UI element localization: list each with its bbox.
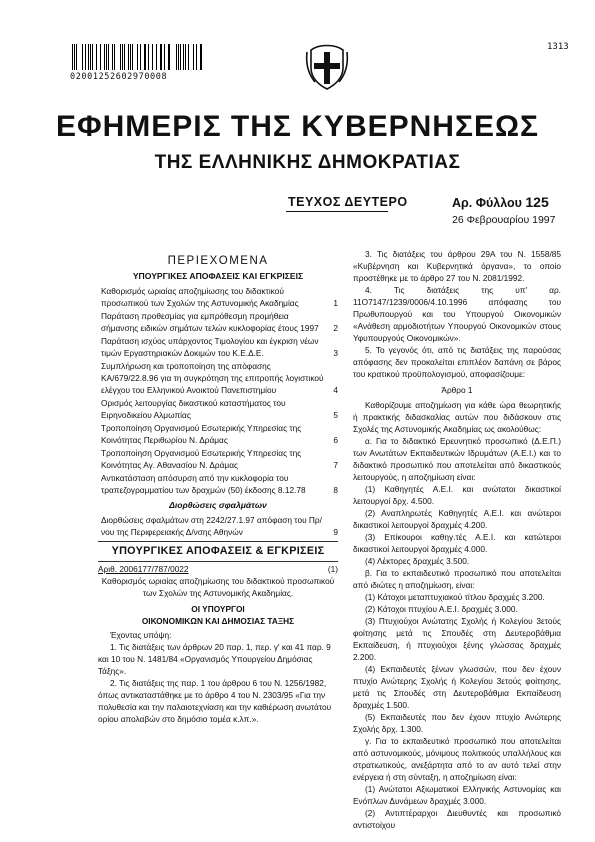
clause-c-1: (1) Ανώτατοι Αξιωματικοί Ελληνικής Αστυνομίας και Ενόπλων Δυνάμεων δραχμές 3.000. bbox=[353, 784, 561, 806]
toc-item-page: 8 bbox=[333, 485, 338, 495]
decisions-heading: ΥΠΟΥΡΓΙΚΕΣ ΑΠΟΦΑΣΕΙΣ & ΕΓΚΡΙΣΕΙΣ bbox=[111, 545, 325, 557]
masthead-title: ΕΦΗΜΕΡΙΣ ΤΗΣ ΚΥΒΕΡΝΗΣΕΩΣ bbox=[55, 110, 540, 143]
paragraph-1: 1. Τις διατάξεις των άρθρων 20 παρ. 1, περ. γ' και 41 παρ. 9 και 10 του Ν. 1481/84 «Οργανισμός Υπουργείου Δημόσιας Τάξης». bbox=[98, 642, 331, 676]
paragraph-3: 3. Τις διατάξεις του άρθρου 29Α του Ν. 1558/85 «Κυβέρνηση και Κυβερνητικά όργανα», το οποίο προστέθηκε με το άρθρο 27 του Ν. 2081/1992. bbox=[353, 249, 561, 283]
barcode-bar bbox=[160, 44, 161, 70]
decision-reference-row bbox=[98, 561, 338, 575]
right-column bbox=[353, 248, 561, 831]
clause-c: γ. Για το εκπαιδευτικό προσωπικό που αποτελείται από αστυνομικούς, μόνιμους πολιτικούς υπαλλήλους και στρατιωτικούς, ανεξάρτητα από το αν αυτό τελεί στην ενέργεια ή στη σύνταξη, η αποζημίωση είναι: bbox=[353, 736, 561, 782]
barcode-bar bbox=[116, 44, 117, 70]
toc-item-page: 2 bbox=[333, 323, 338, 333]
toc-item-page: 4 bbox=[333, 385, 338, 395]
decision-reference-number: (1) bbox=[327, 564, 338, 574]
toc-item bbox=[98, 447, 338, 471]
clause-a-2: (2) Αναπληρωτές Καθηγητές Α.Ε.Ι. και ανώτεροι δικαστικοί λειτουργοί δραχμές 4.200. bbox=[353, 508, 561, 530]
toc-list bbox=[98, 285, 338, 496]
sheet-label: Αρ. Φύλλου bbox=[452, 196, 522, 210]
barcode-bar bbox=[96, 44, 97, 70]
toc-item-page: 7 bbox=[333, 460, 338, 470]
toc-item-page: 5 bbox=[333, 410, 338, 420]
toc-heading-corrections: Διορθώσεις σφαλμάτων bbox=[169, 500, 267, 510]
toc-item bbox=[98, 285, 338, 309]
barcode-bar bbox=[82, 44, 83, 70]
barcode-bar bbox=[80, 44, 81, 70]
clause-c-2: (2) Αντιπτέραρχοι Διευθυντές και προσωπικό αντιστοίχου bbox=[353, 808, 561, 830]
clause-a-1: (1) Καθηγητές Α.Ε.Ι. και ανώτατοι δικαστικοί λειτουργοί δρχ. 4.500. bbox=[353, 484, 561, 506]
coat-of-arms-icon bbox=[305, 42, 349, 92]
toc-item bbox=[98, 397, 338, 421]
barcode-number: 02001252602970008 bbox=[70, 72, 168, 82]
toc-item-text: Τροποποίηση Οργανισμού Εσωτερικής Υπηρεσίας της Κοινότητας Περιθωρίου Ν. Δράμας bbox=[101, 423, 302, 445]
barcode-bar bbox=[183, 44, 184, 70]
paragraph-4: 4. Τις διατάξεις της υπ' αρ. 11Ο7147/1239/0006/4.10.1996 απόφασης του Πρωθυπουργού και του Υπουργού Οικονομικών «Ανάθεση αρμοδιοτήτων Υπουργού Οικονομικών στους Υφυπουργούς Οικονομικών». bbox=[353, 285, 561, 343]
clause-b-3: (3) Πτυχιούχοι Ανώτατης Σχολής ή Κολεγίου 3ετούς φοίτησης μετά τις Σπουδές στη Δευτεροβάθμια Εκπαίδευση, ή πτυχιούχοι ξένης γλώσσας δραχμές 2.200. bbox=[353, 616, 561, 662]
issue-label: ΤΕΥΧΟΣ ΔΕΥΤΕΡΟ bbox=[288, 195, 408, 209]
ministers-line-1: ΟΙ ΥΠΟΥΡΓΟΙ bbox=[191, 604, 245, 614]
article-heading: Άρθρο 1 bbox=[441, 385, 473, 395]
barcode-bar bbox=[124, 44, 125, 70]
barcode-bar bbox=[120, 44, 121, 70]
ministers-line-2: ΟΙΚΟΝΟΜΙΚΩΝ ΚΑΙ ΔΗΜΟΣΙΑΣ ΤΑΞΗΣ bbox=[141, 616, 295, 626]
toc-heading-decisions: ΥΠΟΥΡΓΙΚΕΣ ΑΠΟΦΑΣΕΙΣ ΚΑΙ ΕΓΚΡΙΣΕΙΣ bbox=[132, 271, 304, 281]
clause-b-4: (4) Εκπαιδευτές ξένων γλωσσών, που δεν έχουν πτυχίο Ανώτερης Σχολής ή Κολεγίου 3ετούς φοίτησης, μετά τις Σπουδές στη Δευτεροβάθμια Εκπαίδευση δραχμές 1.500. bbox=[353, 664, 561, 710]
clause-b-2: (2) Κάτοχοι πτυχίου Α.Ε.Ι. δραχμές 3.000. bbox=[365, 604, 518, 614]
barcode-bar bbox=[132, 44, 133, 70]
barcode bbox=[72, 44, 204, 70]
toc-item-text: Τροποποίηση Οργανισμού Εσωτερικής Υπηρεσίας της Κοινότητας Αγ. Αθανασίου Ν. Δράμας bbox=[101, 448, 302, 470]
decision-subject: Καθορισμός ωριαίας αποζημίωσης του διδακτικού προσωπικού των Σχολών της Αστυνομικής Ακαδημίας. bbox=[101, 576, 335, 598]
barcode-bar bbox=[92, 44, 93, 70]
toc-item-text: Παράταση προθεσμίας για εμπρόθεσμη προμήθεια σήμανσης ειδικών σημάτων τελών κυκλοφορίας έτους 1997 bbox=[101, 311, 319, 333]
sheet-number bbox=[452, 194, 549, 210]
clause-a: α. Για το διδακτικό Ερευνητικό προσωπικό (Δ.Ε.Π.) των Ανωτάτων Εκπαιδευτικών Ιδρυμάτων (Α.Ε.Ι.) και το διδακτικό προσωπικό που αποτελείται από δικαστικούς λειτουργούς, η αποζημίωση είναι: bbox=[353, 436, 561, 482]
paragraph-intro: Έχοντας υπόψη: bbox=[110, 630, 172, 640]
clause-b-5: (5) Εκπαιδευτές που δεν έχουν πτυχίο Ανώτερης Σχολής δρχ. 1.300. bbox=[353, 712, 561, 734]
toc-item bbox=[98, 310, 338, 334]
barcode-bar bbox=[108, 44, 109, 70]
article-1-text: Καθορίζουμε αποζημίωση για κάθε ώρα θεωρητικής ή πρακτικής διδασκαλίας αυτών που διδάσκουν στις Σχολές της Αστυνομικής Ακαδημίας ως ακολούθως: bbox=[353, 400, 561, 434]
barcode-bar bbox=[72, 44, 73, 70]
barcode-bar bbox=[100, 44, 101, 70]
toc-item bbox=[98, 422, 338, 446]
issue-underline bbox=[286, 211, 388, 212]
toc-item bbox=[98, 514, 338, 538]
toc-item-page: 1 bbox=[333, 298, 338, 308]
toc-item-text: Διορθώσεις σφαλμάτων στη 2242/27.1.97 απόφαση του Πρ/νου της Περιφερειακής Δ/νσης Αθηνών bbox=[101, 515, 322, 537]
toc-item-page: 6 bbox=[333, 435, 338, 445]
toc-item-text: Συμπλήρωση και τροποποίηση της απόφασης ΚΑ/679/22.8.96 για τη συγκρότηση της επιτροπής λογιστικού ελέγχου του Ελληνικού Ανοικτού Πανεπιστημίου bbox=[101, 361, 324, 395]
barcode-bar bbox=[172, 44, 173, 70]
ministers-heading bbox=[98, 603, 338, 627]
paragraph-5: 5. Το γεγονός ότι, από τις διατάξεις της παρούσας απόφασης δεν προκαλείται επιπλέον δαπάνη σε βάρος του κρατικού προϋπολογισμού, αποφασίζουμε: bbox=[353, 345, 561, 379]
sheet-number-value: 125 bbox=[525, 194, 549, 210]
barcode-bar bbox=[164, 44, 165, 70]
toc-item-page: 9 bbox=[333, 527, 338, 537]
toc-title: ΠΕΡΙΕΧΟΜΕΝΑ bbox=[167, 255, 269, 267]
page-number: 1313 bbox=[547, 42, 569, 52]
left-column bbox=[98, 255, 338, 725]
barcode-bar bbox=[137, 44, 138, 70]
clause-b-1: (1) Κάτοχοι μεταπτυχιακού τίτλου δραχμές 3.200. bbox=[365, 592, 545, 602]
toc-list-corrections bbox=[98, 514, 338, 538]
toc-item-page: 3 bbox=[333, 348, 338, 358]
barcode-bar bbox=[201, 44, 202, 70]
decision-reference: Αριθ. 2006177/787/0022 bbox=[98, 564, 189, 574]
divider bbox=[98, 541, 338, 542]
toc-item-text: Αντικατάσταση απόσυρση από την κυκλοφορία του τραπεζογραμματίου των δραχμών (50) έκδοσης 8.12.78 bbox=[101, 473, 306, 495]
barcode-bar bbox=[145, 44, 146, 70]
toc-item-text: Καθορισμός ωριαίας αποζημίωσης του διδακτικού προσωπικού των Σχολών της Αστυνομικής Ακαδημίας bbox=[101, 286, 299, 308]
clause-b: β. Για το εκπαιδευτικό προσωπικό που αποτελείται από ιδιώτες η αποζημίωση, είναι: bbox=[353, 568, 561, 590]
toc-item-text: Παράταση ισχύος υπάρχοντος Τιμολογίου και έγκριση νέων τιμών Εργαστηριακών Δοκιμών του Κ.Ε.Δ.Ε. bbox=[101, 336, 319, 358]
barcode-bar bbox=[152, 44, 153, 70]
toc-item-text: Ορισμός λειτουργίας δικαστικού καταστήματος του Ειρηνοδικείου Αλμωπίας bbox=[101, 398, 286, 420]
barcode-bar bbox=[196, 44, 197, 70]
masthead-subtitle: ΤΗΣ ΕΛΛΗΝΙΚΗΣ ΔΗΜΟΚΡΑΤΙΑΣ bbox=[154, 152, 461, 173]
toc-item bbox=[98, 360, 338, 396]
clause-a-3: (3) Επίκουροι καθηγ.τές Α.Ε.Ι. και κατώτεροι δικαστικοί λειτουργοί δραχμές 4.000. bbox=[353, 532, 561, 554]
barcode-bar bbox=[176, 44, 177, 70]
toc-item bbox=[98, 335, 338, 359]
toc-item bbox=[98, 472, 338, 496]
clause-a-4: (4) Λέκτορες δραχμές 3.500. bbox=[365, 556, 470, 566]
issue-date: 26 Φεβρουαρίου 1997 bbox=[452, 214, 556, 226]
barcode-bar bbox=[188, 44, 189, 70]
paragraph-2: 2. Τις διατάξεις της παρ. 1 του άρθρου 6 του Ν. 1256/1982, όπως αντικαταστάθηκε με το άρθρο 4 του Ν. 2303/95 «Για την πολυθεσία και την παλαιοτεχνίαση και την καθιέρωση ανωτάτου ορίου απολαβών στο δημόσιο τομέα κ.λπ.». bbox=[98, 678, 332, 724]
